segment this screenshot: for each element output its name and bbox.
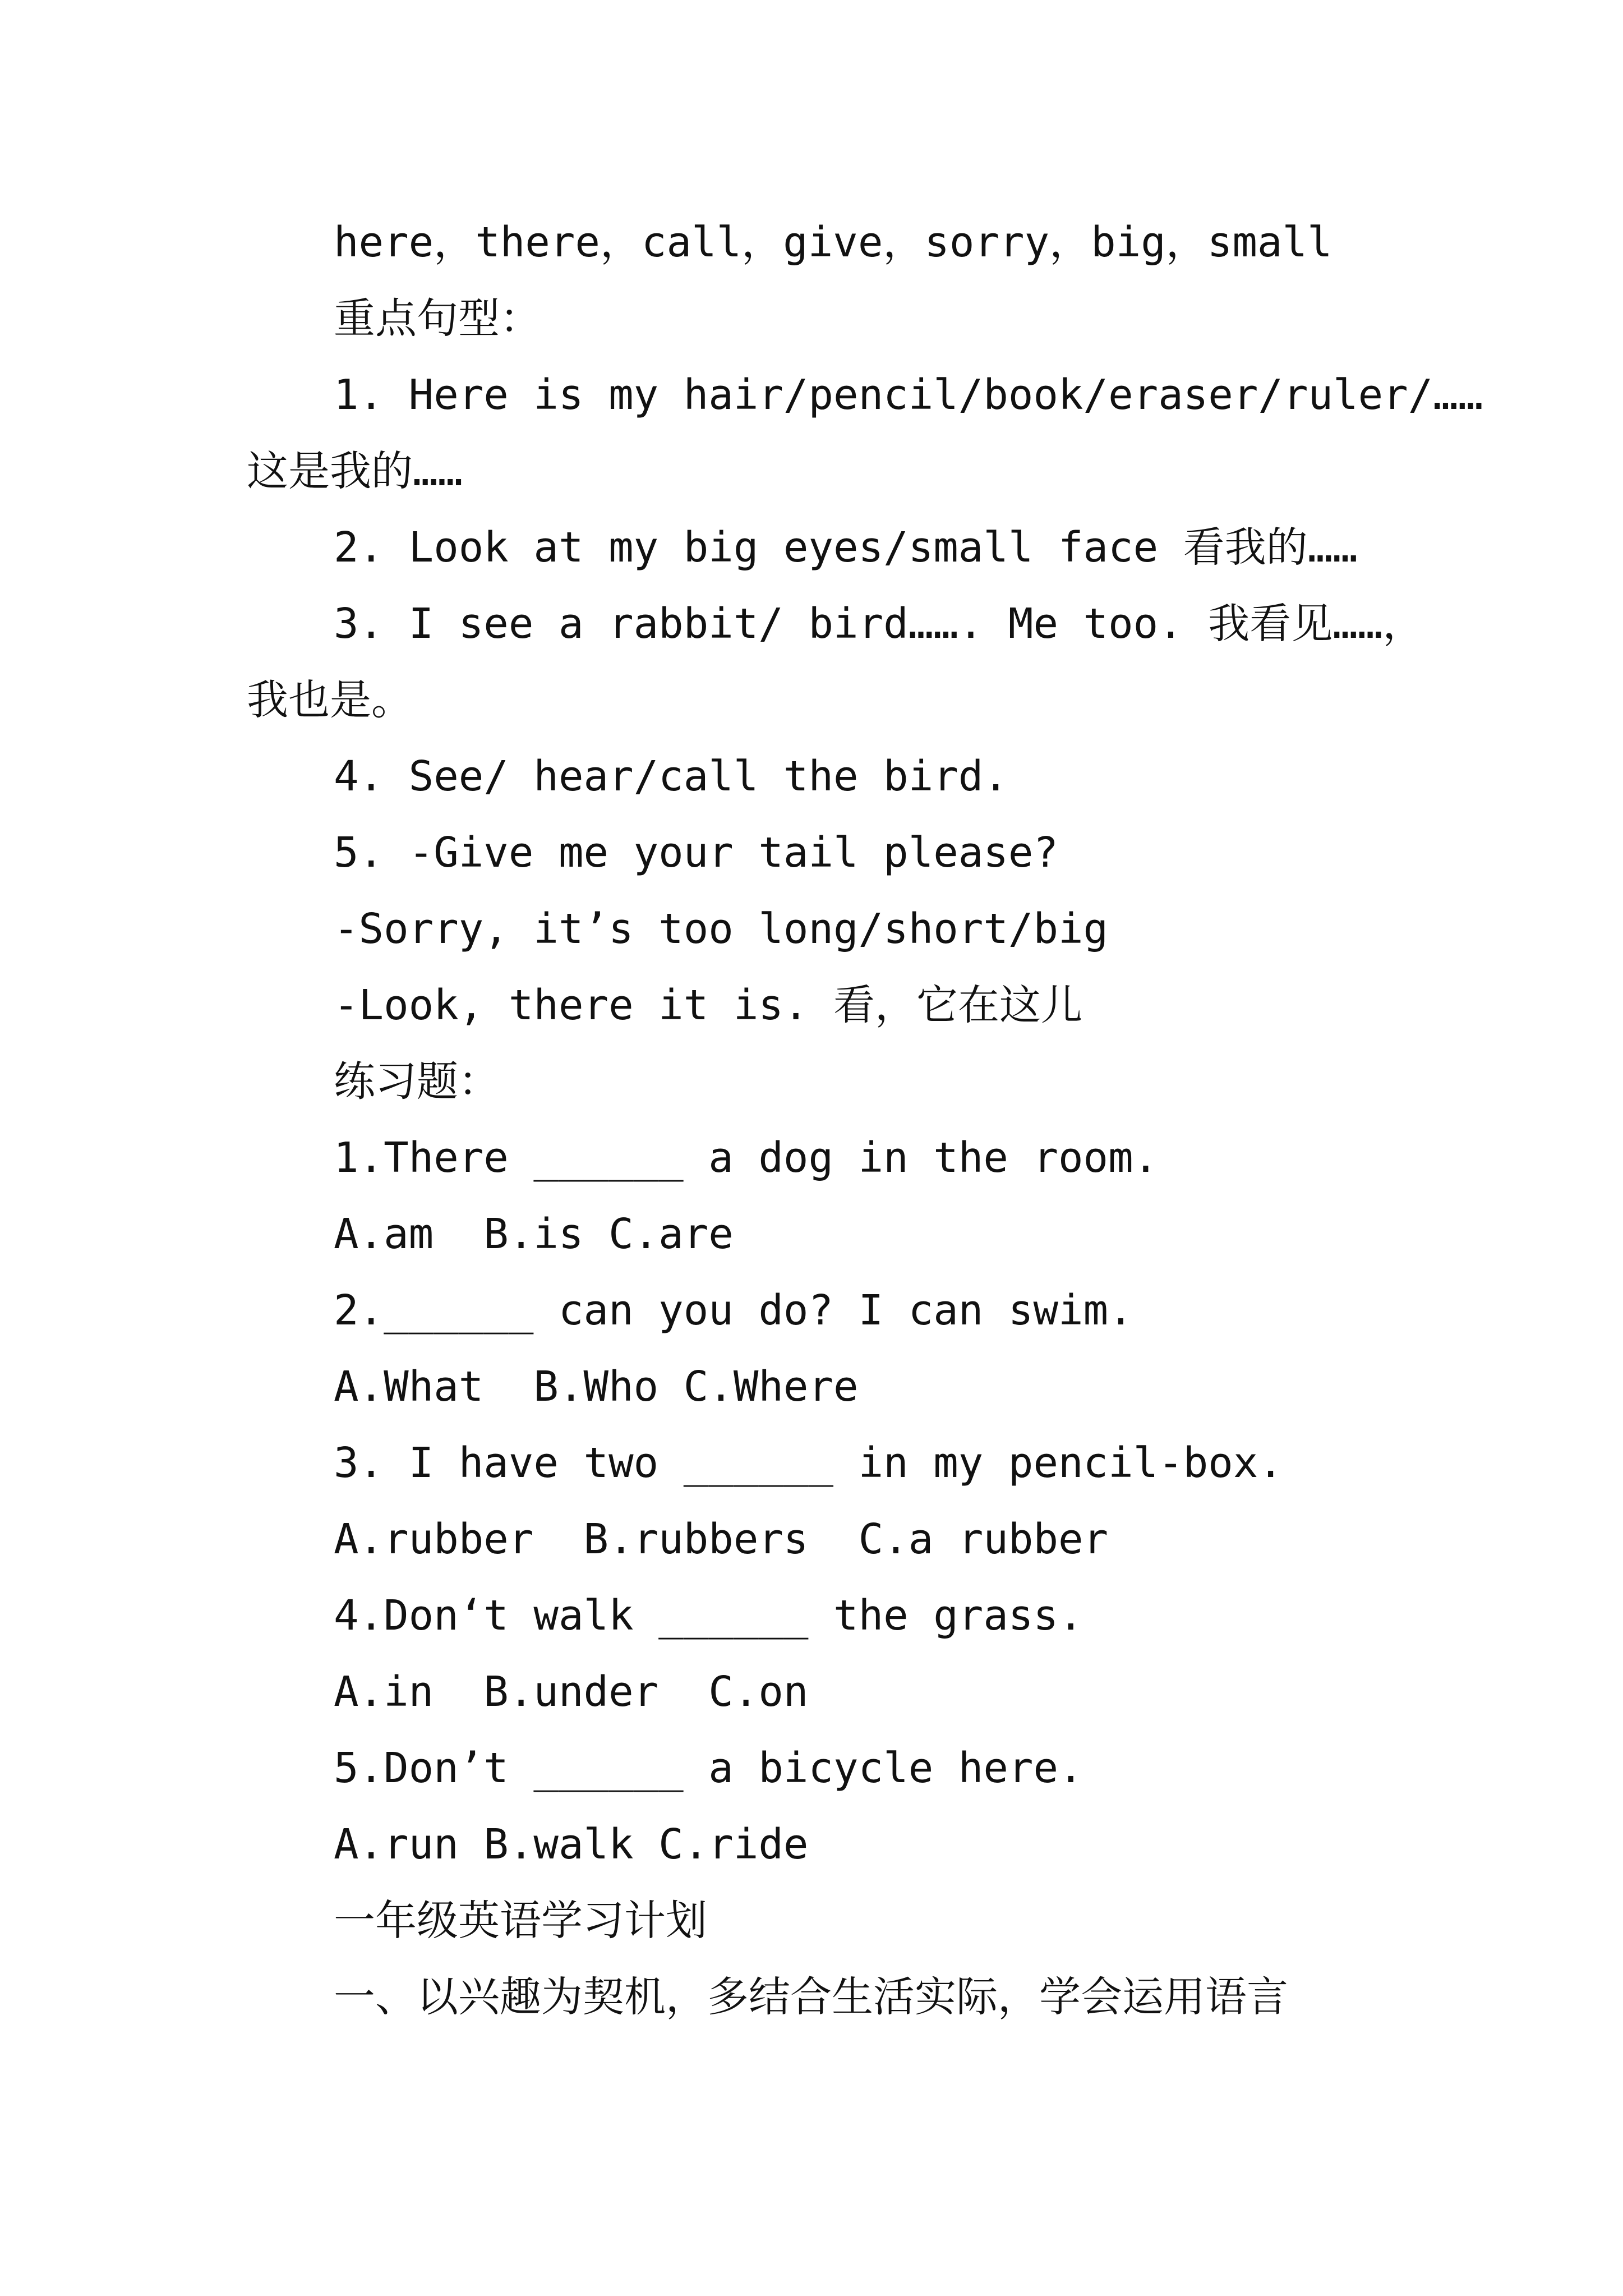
exercise-4-options: A.in B.under C.on [334,1668,809,1716]
sentence-5: 5. -Give me your tail please? [334,829,1059,877]
exercise-2-question: 2.______ can you do? I can swim. [334,1286,1133,1335]
exercise-3-question: 3. I have two ______ in my pencil-box. [334,1439,1283,1487]
exercise-3-options: A.rubber B.rubbers C.a rubber [334,1515,1109,1563]
study-plan-item-1: 一、以兴趣为契机，多结合生活实际，学会运用语言 [334,1973,1288,2021]
sentence-5-reply-a: -Sorry, it’s too long/short/big [334,905,1109,953]
exercise-1-question: 1.There ______ a dog in the room. [334,1134,1159,1182]
exercise-5-options: A.run B.walk C.ride [334,1820,809,1869]
sentence-4: 4. See/ hear/call the bird. [334,752,1008,800]
sentence-1: 1. Here is my hair/pencil/book/eraser/ruler/…… [334,371,1483,419]
exercise-4-question: 4.Don‘t walk ______ the grass. [334,1591,1083,1640]
sentence-3-continued: 我也是。 [247,676,413,724]
study-plan-title: 一年级英语学习计划 [334,1897,707,1945]
sentence-3: 3. I see a rabbit/ bird……. Me too. 我看见……， [334,600,1424,648]
vocabulary-line: here，there，call，give，sorry，big，small [334,218,1332,266]
exercises-heading: 练习题： [334,1057,500,1106]
exercise-1-options: A.am B.is C.are [334,1210,734,1258]
exercise-2-options: A.What B.Who C.Where [334,1363,859,1411]
sentence-2: 2. Look at my big eyes/small face 看我的…… [334,523,1358,572]
exercise-5-question: 5.Don’t ______ a bicycle here. [334,1744,1083,1792]
sentence-1-continued: 这是我的…… [247,447,463,495]
key-sentences-heading: 重点句型： [334,295,541,343]
sentence-5-reply-b: -Look, there it is. 看，它在这儿 [334,981,1083,1029]
